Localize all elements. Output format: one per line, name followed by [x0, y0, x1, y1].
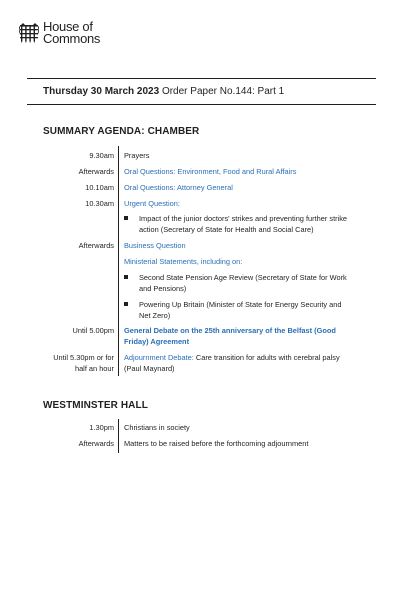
- adjournment-debate-text: Care transition for adults with cerebral palsy (Paul Maynard): [124, 353, 340, 373]
- ministerial-statements-link[interactable]: Ministerial Statements, including on:: [124, 257, 243, 266]
- agenda-item: [124, 352, 354, 374]
- order-paper-line: [43, 86, 284, 97]
- bullet-icon: [124, 302, 128, 306]
- agenda-time: [53, 352, 114, 374]
- agenda-time-line-1: Until 5.30pm or for: [53, 353, 114, 362]
- house-of-commons-logo: [19, 21, 100, 45]
- agenda-item: Prayers: [124, 151, 150, 160]
- paper-date: Thursday 30 March 2023: [43, 86, 160, 97]
- agenda-time: Until 5.00pm: [72, 326, 114, 335]
- agenda-time-line-2: half an hour: [74, 364, 114, 373]
- agenda-time: Afterwards: [78, 439, 114, 448]
- agenda-time: 9.30am: [89, 151, 114, 160]
- westminster-timeline-rule: [118, 419, 119, 453]
- agenda-item: Christians in society: [124, 423, 190, 432]
- oral-questions-attorney-general-link[interactable]: Oral Questions: Attorney General: [124, 183, 233, 192]
- oral-questions-efra-link[interactable]: Oral Questions: Environment, Food and Rural Affairs: [124, 167, 297, 176]
- portcullis-icon: [19, 21, 39, 43]
- bullet-icon: [124, 275, 128, 279]
- agenda-bullet-text: Powering Up Britain (Minister of State for Energy Security and Net Zero): [139, 300, 342, 320]
- general-debate-link[interactable]: General Debate on the 25th anniversary of the Belfast (Good Friday) Agreement: [124, 326, 336, 346]
- logo-line-2: Commons: [43, 31, 101, 46]
- agenda-time: Afterwards: [78, 167, 114, 176]
- agenda-bullet-text: Second State Pension Age Review (Secretary of State for Work and Pensions): [139, 273, 347, 293]
- top-rule: [27, 78, 376, 79]
- urgent-question-link[interactable]: Urgent Question:: [124, 199, 180, 208]
- chamber-timeline-rule: [118, 146, 119, 376]
- business-question-link[interactable]: Business Question: [124, 241, 186, 250]
- agenda-time: Afterwards: [78, 241, 114, 250]
- agenda-time: 10.30am: [85, 199, 114, 208]
- logo-wordmark: [43, 21, 100, 45]
- bullet-icon: [124, 216, 128, 220]
- westminster-hall-heading: WESTMINSTER HALL: [43, 400, 148, 411]
- logo-line-1: House of: [43, 19, 93, 34]
- chamber-heading: SUMMARY AGENDA: CHAMBER: [43, 126, 200, 137]
- agenda-bullet-text: Impact of the junior doctors' strikes and preventing further strike action (Secretary of State for Health and Social Care): [139, 214, 348, 234]
- bottom-rule: [27, 104, 376, 105]
- agenda-time: 1.30pm: [89, 423, 114, 432]
- adjournment-debate-link[interactable]: Adjournment Debate:: [124, 353, 194, 362]
- agenda-item: Matters to be raised before the forthcoming adjournment: [124, 439, 309, 448]
- paper-title: Order Paper No.144: Part 1: [161, 86, 285, 97]
- agenda-time: 10.10am: [85, 183, 114, 192]
